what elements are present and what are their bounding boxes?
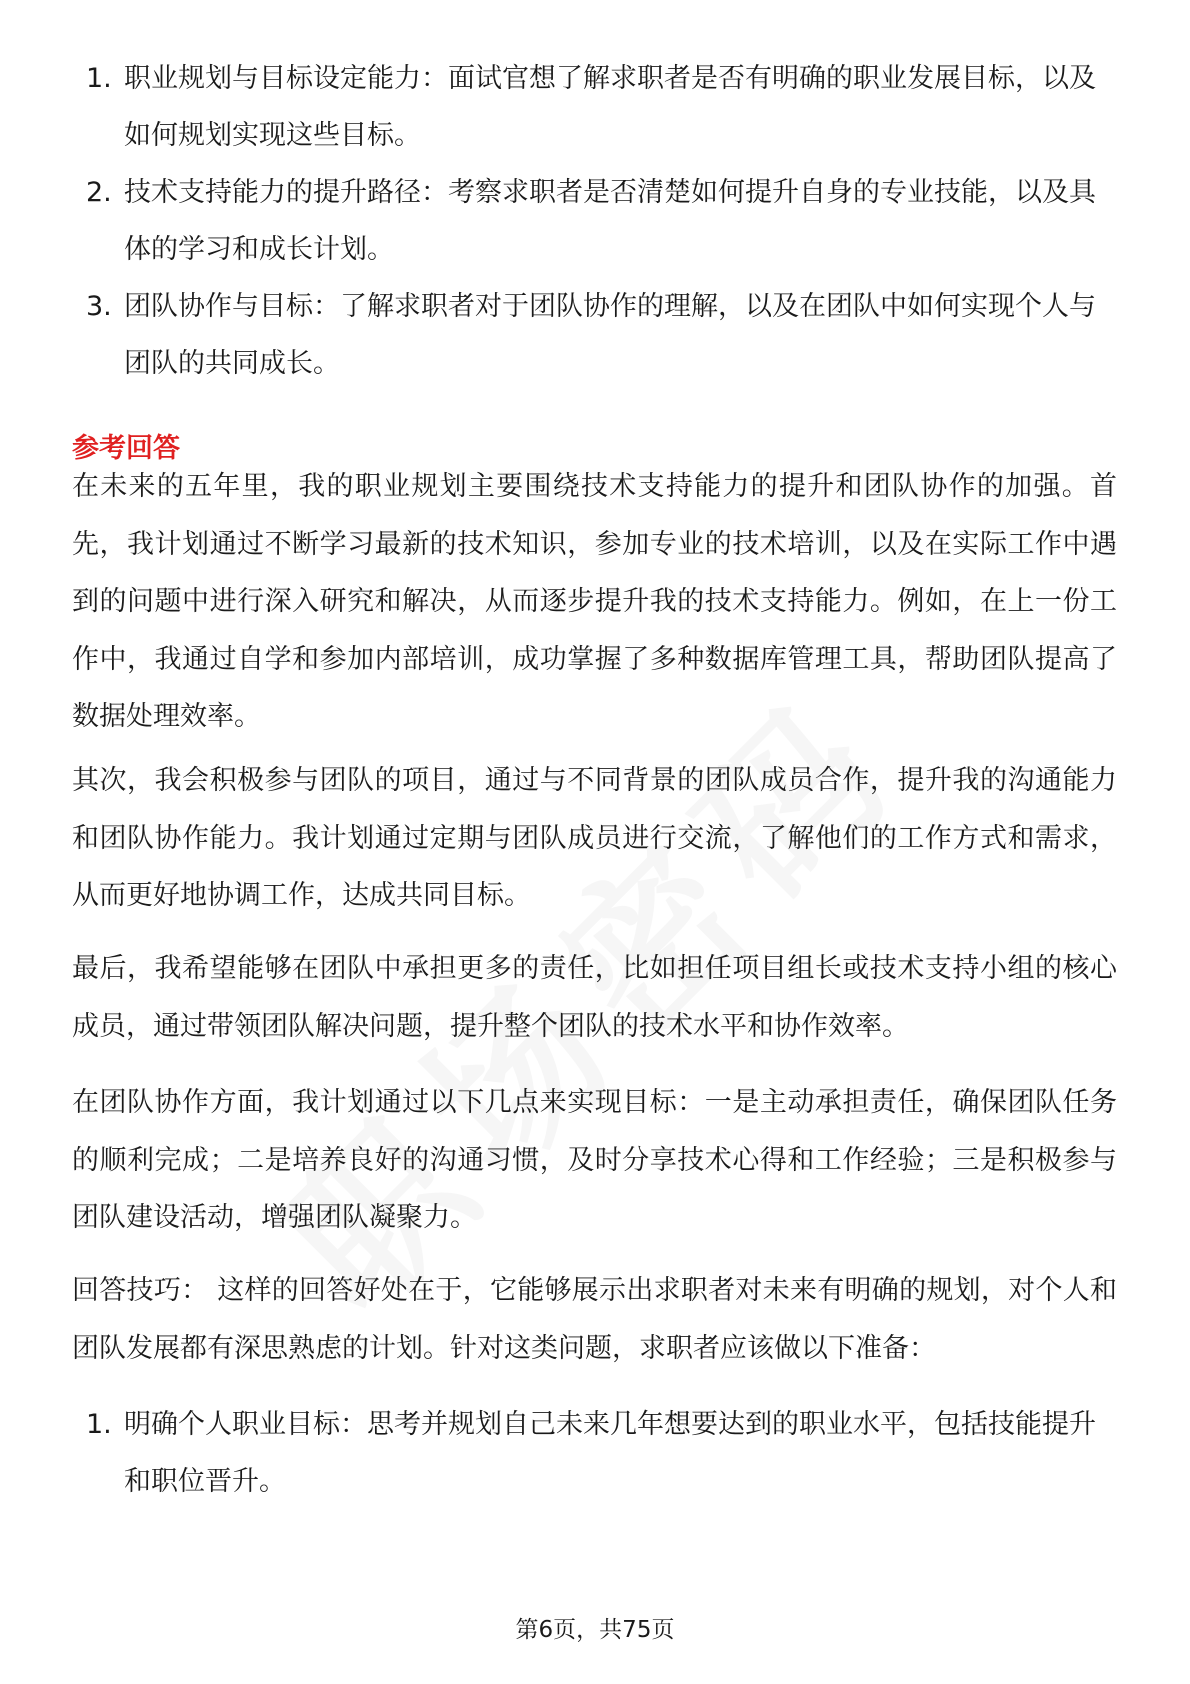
list-item-text: 职业规划与目标设定能力：面试官想了解求职者是否有明确的职业发展目标，以及如何规划实现这些目标。 [124, 63, 1096, 151]
tips-paragraph: 回答技巧： 这样的回答好处在于，它能够展示出求职者对未来有明确的规划，对个人和团队发展都有深思熟虑的计划。针对这类问题，求职者应该做以下准备： [72, 1275, 1117, 1364]
list-item [0, 50, 1190, 164]
list-item-text: 团队协作与目标：了解求职者对于团队协作的理解，以及在团队中如何实现个人与团队的共同成长。 [124, 291, 1096, 379]
list-item-number: 2. [86, 177, 112, 208]
list-item [0, 164, 1190, 278]
answer-paragraph-1: 在未来的五年里，我的职业规划主要围绕技术支持能力的提升和团队协作的加强。首先，我计划通过不断学习最新的技术知识，参加专业的技术培训，以及在实际工作中遇到的问题中进行深入研究和解决，从而逐步提升我的技术支持能力。例如，在上一份工作中，我通过自学和参加内部培训，成功掌握了多种数据库管理工具，帮助团队提高了数据处理效率。 [72, 471, 1117, 732]
list-item-text: 明确个人职业目标：思考并规划自己未来几年想要达到的职业水平，包括技能提升和职位晋升。 [124, 1409, 1096, 1497]
answer-paragraph-4: 在团队协作方面，我计划通过以下几点来实现目标：一是主动承担责任，确保团队任务的顺利完成；二是培养良好的沟通习惯，及时分享技术心得和工作经验；三是积极参与团队建设活动，增强团队凝聚力。 [72, 1087, 1117, 1233]
answer-paragraph-3: 最后，我希望能够在团队中承担更多的责任，比如担任项目组长或技术支持小组的核心成员，通过带领团队解决问题，提升整个团队的技术水平和协作效率。 [72, 953, 1117, 1042]
list-item-number: 1. [86, 63, 112, 94]
page-footer: 第6页，共75页 [515, 1617, 675, 1643]
list-item [0, 1396, 1190, 1510]
list-item-number: 3. [86, 291, 112, 322]
answer-paragraph-2: 其次，我会积极参与团队的项目，通过与不同背景的团队成员合作，提升我的沟通能力和团队协作能力。我计划通过定期与团队成员进行交流，了解他们的工作方式和需求，从而更好地协调工作，达成共同目标。 [72, 765, 1117, 911]
list-item-number: 1. [86, 1409, 112, 1440]
list-item-text: 技术支持能力的提升路径：考察求职者是否清楚如何提升自身的专业技能，以及具体的学习和成长计划。 [124, 177, 1096, 265]
tips-list [0, 1396, 1190, 1510]
list-item [0, 278, 1190, 392]
intro-list [0, 50, 1190, 392]
section-heading: 参考回答 [72, 433, 180, 464]
